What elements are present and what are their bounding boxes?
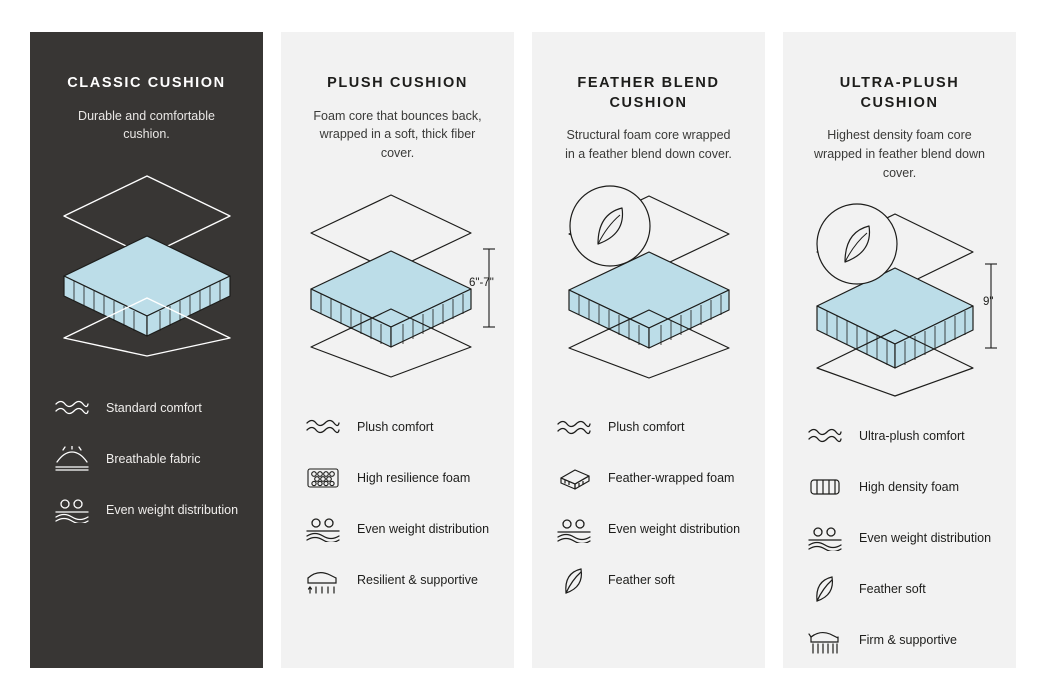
feature-item — [303, 563, 492, 597]
feature-item — [554, 564, 743, 598]
feature-item — [52, 442, 241, 476]
feature-item — [52, 391, 241, 425]
cushion-diagram-classic — [52, 158, 241, 373]
feature-label: Plush comfort — [608, 420, 685, 435]
feature-list — [805, 419, 994, 657]
exploded-cushion-illustration — [805, 196, 1005, 401]
feature-label: Feather-wrapped foam — [608, 471, 735, 486]
card-subtitle: Structural foam core wrapped in a feather blend down cover. — [565, 128, 732, 161]
feature-label: Firm & supportive — [859, 633, 957, 648]
cushion-diagram-ultra-plush — [805, 196, 994, 401]
feature-list — [303, 410, 492, 597]
wave-lines-icon — [303, 410, 343, 444]
card-subtitle: Durable and comfortable cushion. — [78, 108, 215, 142]
even-weight-icon — [554, 513, 594, 547]
feature-item — [805, 623, 994, 657]
cushion-diagram-plush — [303, 177, 492, 392]
card-feather-blend-cushion — [532, 32, 765, 668]
foam-block-icon — [554, 462, 594, 496]
exploded-cushion-illustration — [554, 178, 754, 383]
exploded-cushion-illustration — [52, 158, 242, 358]
feature-item — [805, 572, 994, 606]
even-weight-icon — [52, 493, 92, 527]
card-title: PLUSH CUSHION — [327, 75, 468, 91]
breathable-fabric-icon — [52, 442, 92, 476]
resilient-support-icon — [303, 563, 343, 597]
dense-foam-icon — [805, 470, 845, 504]
feature-item — [805, 521, 994, 555]
card-title: CLASSIC CUSHION — [67, 75, 226, 91]
feature-label: High density foam — [859, 480, 960, 495]
feature-label: Even weight distribution — [106, 502, 239, 517]
feather-icon — [805, 572, 845, 606]
feature-item — [554, 411, 743, 445]
feature-item — [52, 493, 241, 527]
feature-item — [303, 461, 492, 495]
feature-label: Even weight distribution — [859, 531, 992, 546]
cushion-diagram-feather-blend — [554, 178, 743, 393]
firm-support-icon — [805, 623, 845, 657]
feature-label: Resilient & supportive — [357, 572, 478, 587]
wave-lines-icon — [52, 391, 92, 425]
feature-list — [52, 391, 241, 527]
dimension-label: 9" — [983, 296, 994, 309]
feature-item — [805, 470, 994, 504]
even-weight-icon — [805, 521, 845, 555]
honeycomb-foam-icon — [303, 461, 343, 495]
feature-label: Plush comfort — [357, 419, 434, 434]
feature-item — [805, 419, 994, 453]
feature-label: Feather soft — [859, 582, 926, 597]
card-ultra-plush-cushion — [783, 32, 1016, 668]
feature-list — [554, 411, 743, 598]
feather-icon — [554, 564, 594, 598]
feature-item — [554, 462, 743, 496]
feature-label: High resilience foam — [357, 470, 471, 485]
card-title: ULTRA-PLUSH CUSHION — [839, 75, 960, 111]
dimension-label: 6"-7" — [469, 276, 494, 289]
even-weight-icon — [303, 512, 343, 546]
card-subtitle: Foam core that bounces back, wrapped in a soft, thick fiber cover. — [313, 108, 482, 161]
card-subtitle: Highest density foam core wrapped in feather blend down cover. — [814, 128, 985, 180]
feature-label: Breathable fabric — [106, 451, 201, 466]
feature-item — [303, 512, 492, 546]
feature-label: Even weight distribution — [357, 521, 490, 536]
feature-label: Even weight distribution — [608, 522, 741, 537]
feature-item — [303, 410, 492, 444]
feature-item — [554, 513, 743, 547]
wave-lines-icon — [554, 411, 594, 445]
card-plush-cushion — [281, 32, 514, 668]
card-classic-cushion — [30, 32, 263, 668]
feature-label: Feather soft — [608, 573, 675, 588]
feature-label: Standard comfort — [106, 400, 202, 415]
card-title: FEATHER BLEND CUSHION — [577, 75, 720, 111]
wave-lines-icon — [805, 419, 845, 453]
feature-label: Ultra-plush comfort — [859, 429, 965, 444]
